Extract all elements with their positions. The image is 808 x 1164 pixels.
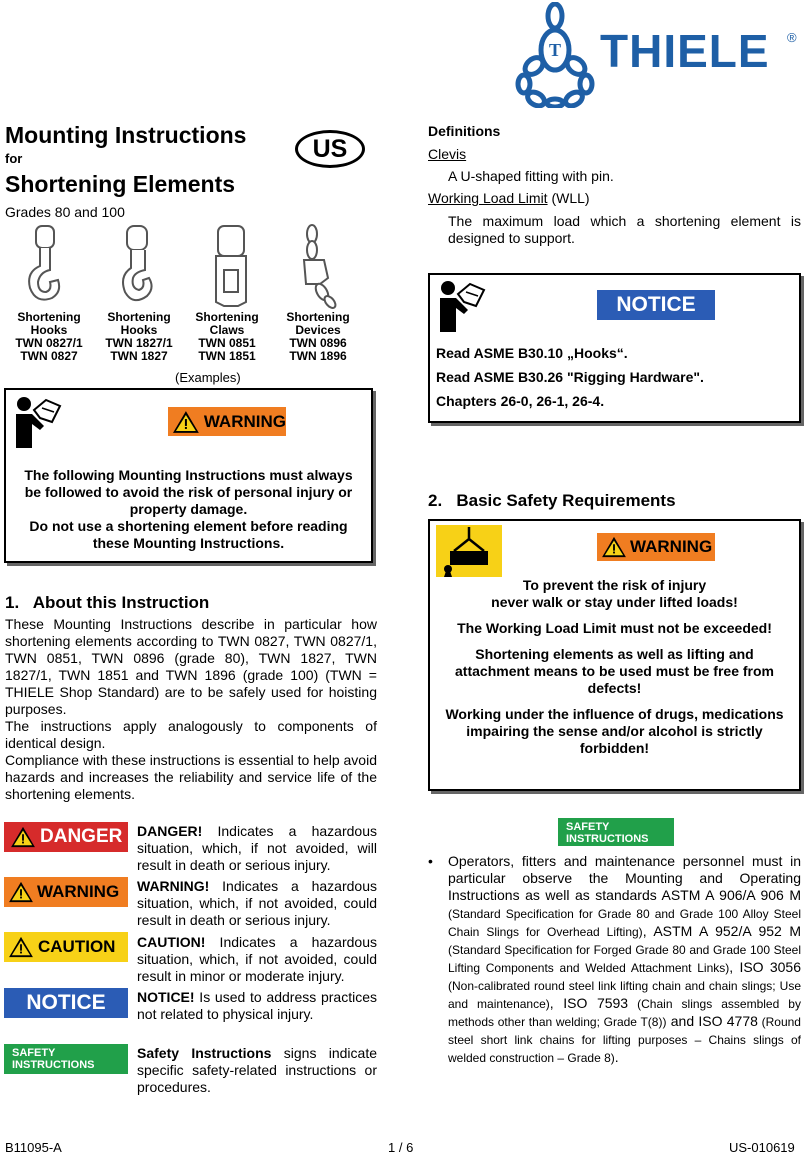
read-manual-icon-2 (436, 280, 486, 332)
caution-description: CAUTION! Indicates a hazardous situation, which, if not avoided, could result in minor or moderate injury. (137, 934, 377, 984)
safety-requirements-text: To prevent the risk of injury never walk or stay under lifted loads! The Working Load Limit must not be exceeded! Shortening elements as well as lifting and attachment means to be used must be free from defects! Working under the influence of drugs, medications impairing the sense and/or alcohol is strictly forbidden! (445, 577, 784, 756)
read-manual-icon (12, 396, 62, 448)
def-clevis: A U-shaped fitting with pin. (448, 168, 614, 184)
definitions-heading: Definitions (428, 123, 501, 139)
section1-body: These Mounting Instructions describe in particular how shortening elements according to TWN 0827, TWN 0827/1, TWN 0851, TWN 0896 (grade 80), TWN 1827, TWN 1827/1, TWN 1851 and TWN 1896 (grade 100) (TWN = THIELE Shop Standard) are to be safely used for hoisting purposes. The instructions apply analogously to components of identical design. Compliance with these instructions is essential to help avoid hazards and increases the reliability and service life of the shortening elements. (5, 616, 377, 802)
bullet-icon: • (428, 853, 433, 869)
danger-triangle-icon (10, 826, 36, 848)
safety-instructions-label: SAFETY INSTRUCTIONS (558, 818, 674, 846)
notice-label: NOTICE (597, 290, 715, 320)
shortening-hook-icon (22, 222, 68, 310)
shortening-hook-grade100-icon (115, 222, 161, 310)
footer-doc-number: B11095-A (5, 1140, 62, 1155)
danger-description: DANGER! Indicates a hazardous situation, which, if not avoided, will result in death or serious injury. (137, 823, 377, 873)
notice-box-text: Read ASME B30.10 „Hooks“. Read ASME B30.26 "Rigging Hardware". Chapters 26-0, 26-1, 26-4. (436, 345, 704, 409)
registered-mark: ® (787, 30, 797, 45)
notice-legend-label: NOTICE (4, 988, 128, 1018)
warning-triangle-icon (172, 410, 200, 434)
doc-title-for: for (5, 151, 23, 166)
term-wll: Working Load Limit (WLL) (428, 190, 590, 206)
def-wll: The maximum load which a shortening element is designed to support. (448, 213, 801, 246)
section1-heading: 1. About this Instruction (5, 593, 210, 612)
safety-instructions-bullet: Operators, fitters and maintenance personnel must in particular observe the Mounting and Operating Instructions as well as standards ASTM A 906/A 906 M (Standard Specification for Grade 80 and Grade 100 Alloy Steel Chain Slings for Overhead Lifting), ASTM A 952/A 952 M (Standard Specification for Forged Grade 80 and Grade 100 Steel Lifting Components and Welded Attachment Links), ISO 3056 (Non-calibrated round steel link lifting chain and chain slings; Use and maintenance), ISO 7593 (Chain slings assembled by methods other than welding; Grade T(8)) and ISO 4778 (Round steel short link chains for lifting purposes – Chains slings of welded construction – Grade 8). (448, 853, 801, 1065)
doc-title: Mounting Instructions (5, 122, 247, 148)
section2-warning-triangle-icon (601, 536, 627, 558)
examples-caption: (Examples) (175, 370, 241, 385)
suspended-load-hazard-icon (436, 525, 502, 577)
caution-label: CAUTION (4, 932, 128, 962)
product-label-hooks-100: Shortening Hooks TWN 1827/1 TWN 1827 (105, 310, 173, 363)
doc-subtitle: Shortening Elements (5, 171, 236, 197)
us-region-badge: US (295, 130, 365, 168)
danger-label: DANGER (4, 822, 128, 852)
section2-warning-label: WARNING (597, 533, 715, 561)
warning-box-text: The following Mounting Instructions must always be followed to avoid the risk of personal injury or property damage. Do not use a shortening element before reading these Mounting Instructions. (24, 467, 353, 551)
caution-triangle-icon (8, 936, 34, 958)
notice-description: NOTICE! Is used to address practices not related to physical injury. (137, 989, 377, 1022)
safety-instructions-legend-label: SAFETY INSTRUCTIONS (4, 1044, 128, 1074)
warning-description: WARNING! Indicates a hazardous situation, which, if not avoided, could result in death or serious injury. (137, 878, 377, 928)
thiele-logo-chain-icon (512, 2, 598, 108)
footer-doc-id: US-010619 (729, 1140, 795, 1155)
shortening-device-icon (298, 222, 344, 310)
product-label-hooks-80: Shortening Hooks TWN 0827/1 TWN 0827 (15, 310, 83, 363)
grades-text: Grades 80 and 100 (5, 204, 125, 220)
term-clevis: Clevis (428, 146, 467, 162)
warning-legend-label: WARNING (4, 877, 128, 907)
company-logo-name: THIELE (600, 25, 770, 77)
product-label-devices: Shortening Devices TWN 0896 TWN 1896 (286, 310, 350, 363)
footer-page-number: 1 / 6 (388, 1140, 414, 1155)
svg-text:T: T (548, 40, 562, 60)
safety-instructions-description: Safety Instructions signs indicate specific safety-related instructions or procedures. (137, 1045, 378, 1095)
warning-legend-triangle-icon (8, 881, 34, 903)
section2-heading: 2. Basic Safety Requirements (428, 491, 676, 510)
shortening-claw-icon (208, 222, 254, 310)
warning-label: WARNING (168, 407, 286, 436)
product-label-claws: Shortening Claws TWN 0851 TWN 1851 (195, 310, 259, 363)
